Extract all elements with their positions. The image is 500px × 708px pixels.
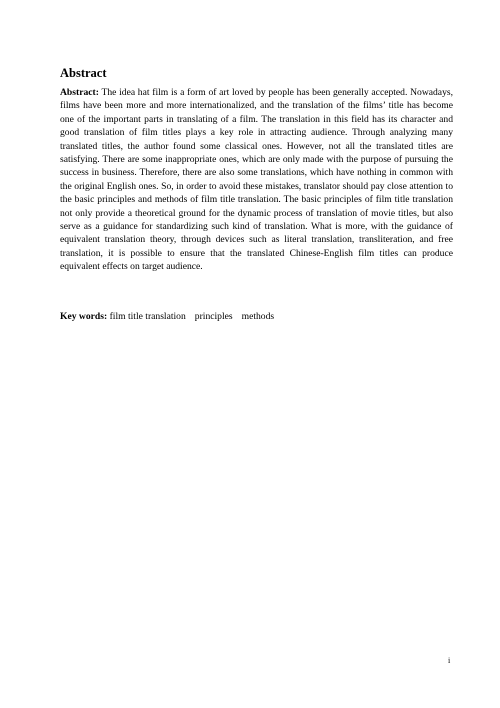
keyword-item: film title translation: [109, 311, 186, 322]
keywords-line: [60, 310, 453, 323]
abstract-label: Abstract:: [60, 87, 99, 98]
keywords-label: Key words:: [60, 311, 108, 322]
abstract-text: The idea hat film is a form of art loved by people has been generally accepted. Nowadays, films have been more and more internationalized, and the translation of the films’ title has become one of the important parts in translating of a film. The translation in this field has its character and good translation of film titles plays a key role in attracting audience. Through analyzing many translated titles, the author found some classical ones. However, not all the translated titles are satisfying. There are some inappropriate ones, which are only made with the purpose of pursuing the success in business. Therefore, there are also some translations, which have nothing in common with the original English ones. So, in order to avoid these mistakes, translator should pay close attention to the basic principles and methods of film title translation. The basic principles of film title translation not only provide a theoretical ground for the dynamic process of translation of movie titles, but also serve as a guidance for standardizing such kind of translation. What is more, with the guidance of equivalent translation theory, through devices such as literal translation, transliteration, and free translation, it is possible to ensure that the translated Chinese-English film titles can produce equivalent effects on target audience.: [60, 87, 453, 273]
keyword-item: methods: [241, 311, 275, 322]
page-number: i: [448, 656, 451, 665]
section-heading: Abstract: [60, 66, 107, 80]
abstract-paragraph: [60, 86, 453, 274]
keyword-item: principles: [194, 311, 233, 322]
